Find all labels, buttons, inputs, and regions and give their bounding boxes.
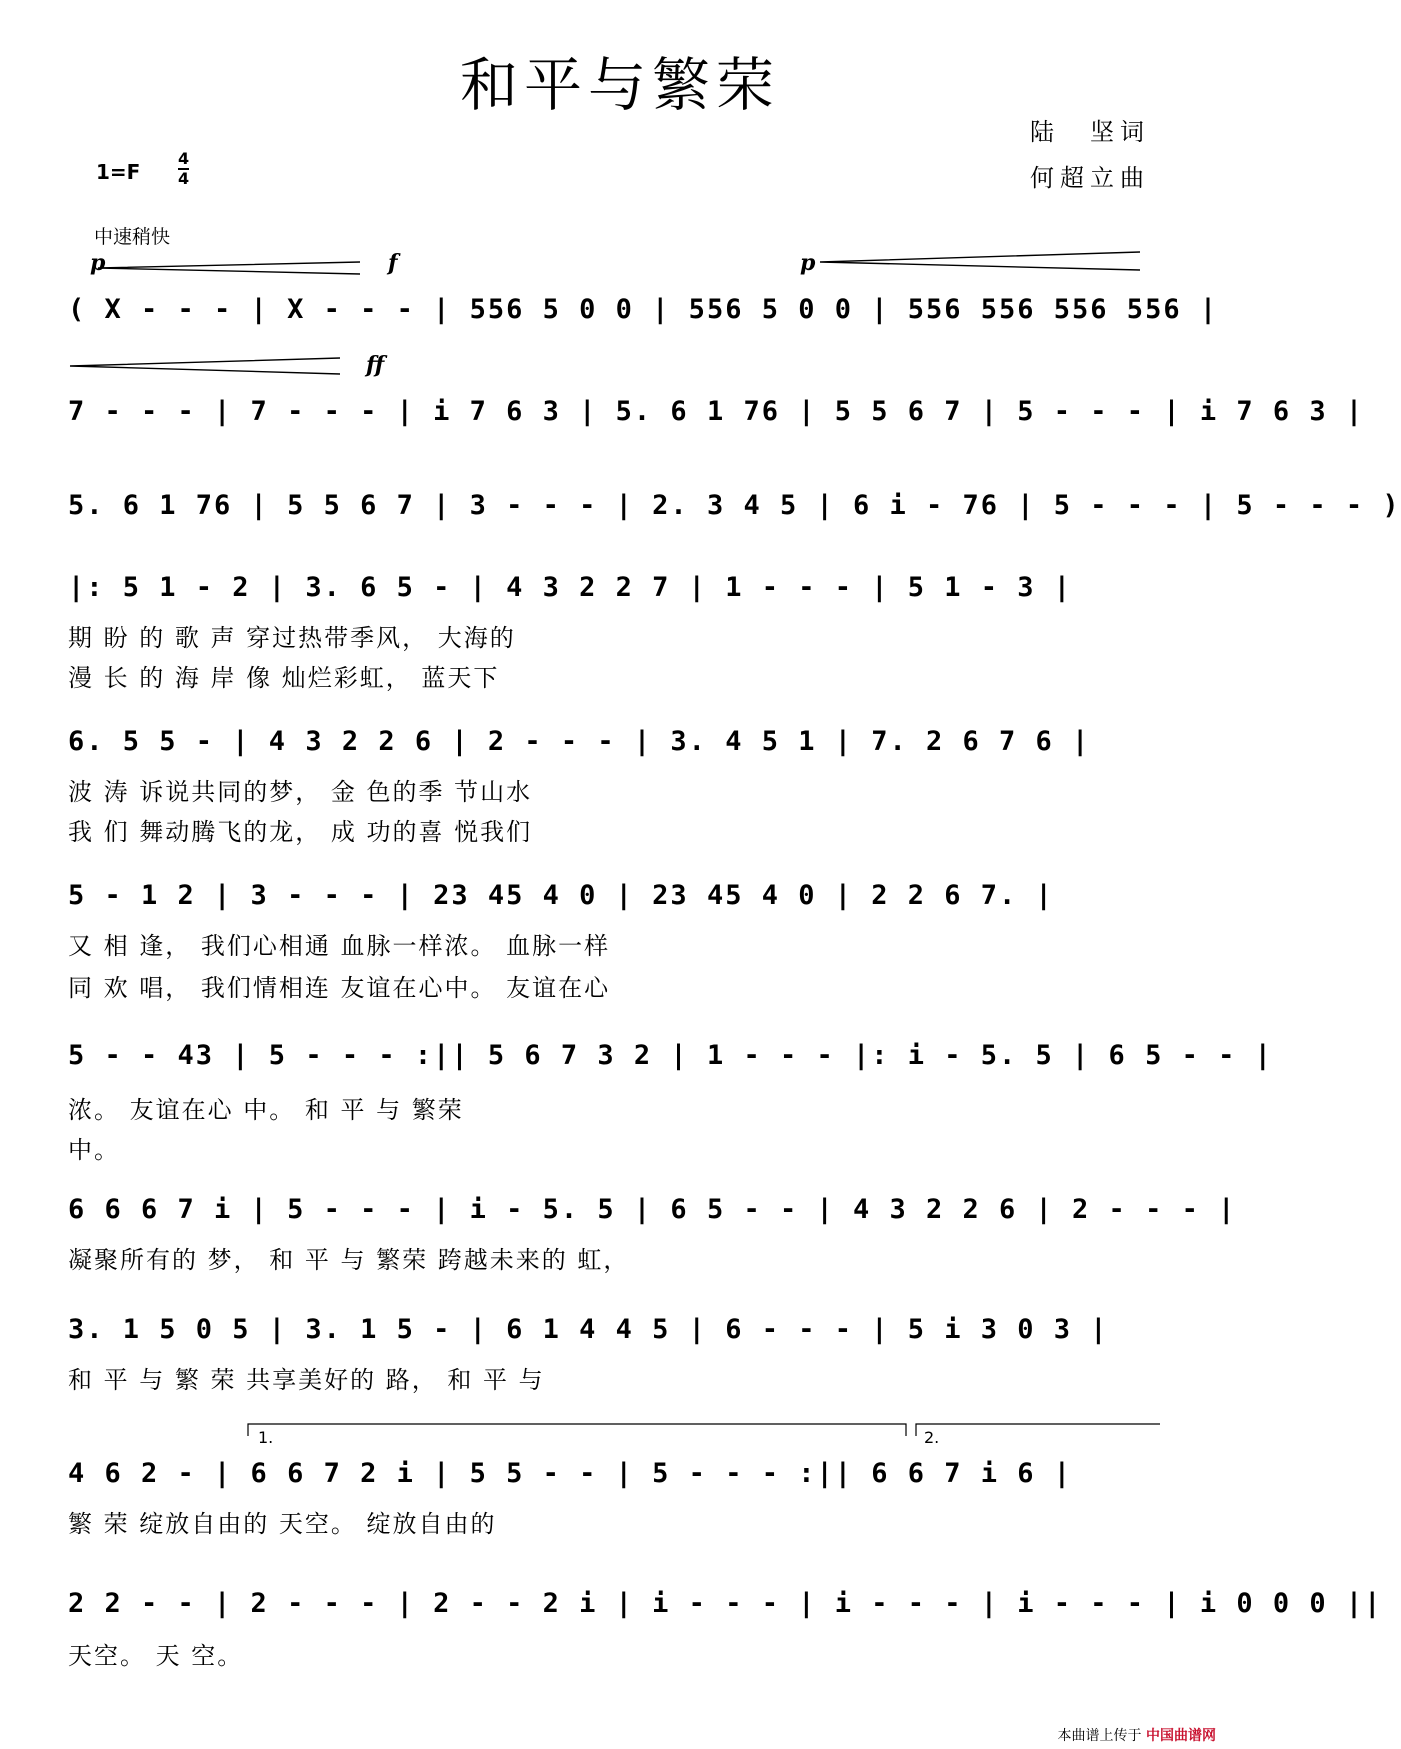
lyric-line: 期 盼 的 歌 声 穿过热带季风， 大海的 <box>68 624 516 652</box>
notation-system-3: 5. 6 1 76 | 5 5 6 7 | 3 - - - | 2. 3 4 5 | 6 i - 76 | 5 - - - | 5 - - - ) <box>68 490 1401 521</box>
tempo-marking: 中速稍快 <box>94 226 171 248</box>
notation-system-10: 4 6 2 - | 6 6 7 2 i | 5 5 - - | 5 - - - :|| 6 6 7 i 6 | <box>68 1458 1073 1489</box>
composer-credit: 何超立曲 <box>1030 164 1150 192</box>
lyric-line: 同 欢 唱， 我们情相连 友谊在心中。 友谊在心 <box>68 974 611 1002</box>
volta-2-label: 2. <box>924 1428 940 1447</box>
notation-system-4: |: 5 1 - 2 | 3. 6 5 - | 4 3 2 2 7 | 1 - - - | 5 1 - 3 | <box>68 572 1073 603</box>
notation-system-9: 3. 1 5 0 5 | 3. 1 5 - | 6 1 4 4 5 | 6 - - - | 5 i 3 0 3 | <box>68 1314 1109 1345</box>
lyricist-credit: 陆 坚词 <box>1030 118 1150 146</box>
lyric-line: 我 们 舞动腾飞的龙， 成 功的喜 悦我们 <box>68 818 533 846</box>
lyric-line: 又 相 逢， 我们心相通 血脉一样浓。 血脉一样 <box>68 932 611 960</box>
volta-1-label: 1. <box>258 1428 274 1447</box>
notation-system-1: ( X - - - | X - - - | 556 5 0 0 | 556 5 0 0 | 556 556 556 556 | <box>68 294 1219 325</box>
dynamic-marking: p <box>800 250 816 276</box>
lyric-line: 凝聚所有的 梦， 和 平 与 繁荣 跨越未来的 虹， <box>68 1246 630 1274</box>
notation-system-2: 7 - - - | 7 - - - | i 7 6 3 | 5. 6 1 76 | 5 5 6 7 | 5 - - - | i 7 6 3 | <box>68 396 1365 427</box>
notation-system-11: 2 2 - - | 2 - - - | 2 - - 2 i | i - - - | i - - - | i - - - | i 0 0 0 || <box>68 1588 1383 1619</box>
dynamic-marking: ff <box>366 352 385 378</box>
dynamic-marking: p <box>90 250 106 276</box>
dynamic-marking: f <box>388 250 398 276</box>
time-signature-bottom: 4 <box>178 169 190 188</box>
notation-system-8: 6 6 6 7 i | 5 - - - | i - 5. 5 | 6 5 - - | 4 3 2 2 6 | 2 - - - | <box>68 1194 1237 1225</box>
lyric-line: 漫 长 的 海 岸 像 灿烂彩虹， 蓝天下 <box>68 664 500 692</box>
footer <box>1058 1725 1216 1745</box>
site-brand[interactable]: 中国曲谱网 <box>1146 1728 1216 1744</box>
notation-system-6: 5 - 1 2 | 3 - - - | 23 45 4 0 | 23 45 4 0 | 2 2 6 7. | <box>68 880 1054 911</box>
key-signature: 1=F <box>96 160 141 184</box>
notation-system-5: 6. 5 5 - | 4 3 2 2 6 | 2 - - - | 3. 4 5 1 | 7. 2 6 7 6 | <box>68 726 1091 757</box>
lyric-line: 繁 荣 绽放自由的 天空。 绽放自由的 <box>68 1510 497 1538</box>
notation-system-7: 5 - - 43 | 5 - - - :|| 5 6 7 3 2 | 1 - - - |: i - 5. 5 | 6 5 - - | <box>68 1040 1273 1071</box>
time-signature-top: 4 <box>178 149 190 168</box>
song-title: 和平与繁荣 <box>459 51 780 119</box>
lyric-line: 波 涛 诉说共同的梦， 金 色的季 节山水 <box>68 778 533 806</box>
footer-text: 本曲谱上传于 <box>1057 1728 1142 1744</box>
lyric-line: 和 平 与 繁 荣 共享美好的 路， 和 平 与 <box>68 1366 545 1394</box>
lyric-line: 中。 <box>68 1136 120 1164</box>
lyric-line: 浓。 友谊在心 中。 和 平 与 繁荣 <box>68 1096 464 1124</box>
lyric-line: 天空。 天 空。 <box>68 1642 244 1670</box>
